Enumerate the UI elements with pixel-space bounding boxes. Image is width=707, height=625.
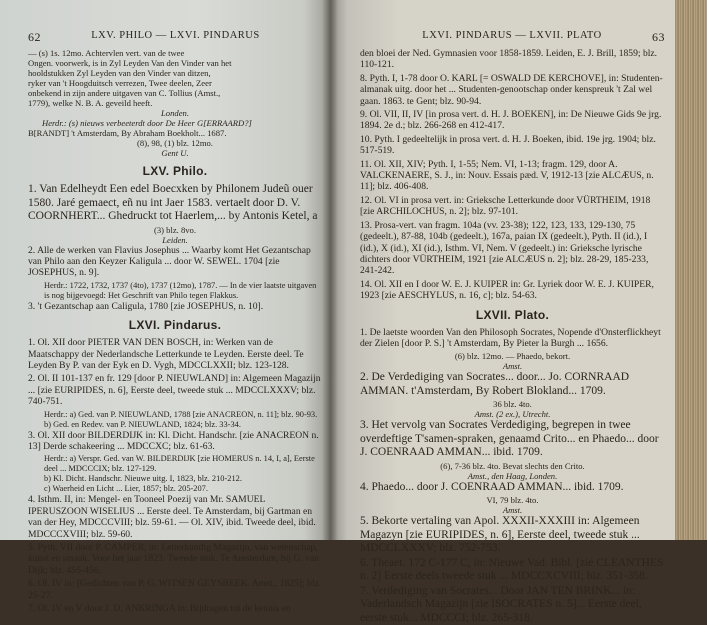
entry-continuation: den bloei der Ned. Gymnasien voor 1858-1859. Leiden, E. J. Brill, 1859; blz. 110-121. [360, 48, 658, 71]
running-title-right: LXVI. PINDARUS — LXVII. PLATO [422, 30, 602, 41]
reprint-note: Herdr.: a) Verspr. Ged. van W. BILDERDIJK [zie HOMERUS n. 14, I, a], Eerste deel ... MDCCCIX; blz. 127-129. [44, 454, 315, 474]
running-head-right [360, 30, 665, 45]
top-line: onbekend in zijn andere uitgaven van C. Tollius (Amst., [28, 88, 221, 98]
entry-pindarus-8: 8. Pyth. I, 1-78 door O. KARL [= OSWALD DE KERCHOVE], in: Studenten-almanak uitg. door het ... Studenten-genootschap onder kenspreuk 't Zal wel gaan. 1863. te Gent; blz. 90-94. [360, 72, 663, 107]
entry-pindarus-14: 14. Ol. XII en I door W. E. J. KUIPER in: Gr. Lyriek door W. E. J. KUIPER, 1923 [zie AESCHYLUS, n. 16, c]; blz. 54-63. [360, 278, 654, 302]
running-head-left [28, 30, 322, 45]
top-line: ryker van 't Hoogduitsch verrezen, Twee deelen, Zeer [28, 78, 212, 88]
entry-pindarus-9: 9. Ol. VII, II, IV [in prosa vert. d. H. J. BOEKEN], in: De Nieuwe Gids 9e jrg. 1894. 2e d.; blz. 266-268 en 412-417. [360, 109, 662, 132]
collation-note: (6) blz. 12mo. — Phaedo, bekort. [454, 351, 571, 362]
location-note: Amst., den Haag, Londen. [467, 470, 558, 481]
entry-pindarus-4: 4. Isthm. II, in: Mengel- en Tooneel Poezij van Mr. SAMUEL IPERUSZOON WISELIUS ... Eerste deel. Te Amsterdam, bij Gartman en van der Hey, MDCCCVIII; blz. 59-61. — Ol. XIV, ibid. Tweede deel, ibid. MDCCCXVIII; blz. 59-60. [28, 494, 316, 540]
top-line: hooldstukken Zyl Leyden van den Vinder van ditzen, [28, 68, 211, 78]
entry-plato-5: 5. Bekorte vertaling van Apol. XXXII-XXXIII in: Algemeen Magazyn [zie EURIPIDES, n. 6], Eerste deel, tweede stuk ... MDCCLXXXV; blz. 752-753. [360, 515, 640, 555]
collation-note: 36 blz. 4to. [493, 399, 532, 410]
section-heading-plato: LXVII. Plato. [475, 307, 550, 322]
running-title-left: LXV. PHILO — LXVI. PINDARUS [91, 30, 260, 41]
page-number-right: 63 [652, 30, 665, 44]
reprint-note: Herdr.: a) Ged. van P. NIEUWLAND, 1788 [zie ANACREON, n. 11]; blz. 90-93. [44, 409, 318, 419]
location-note: Amst. [502, 505, 523, 516]
location-note: Amst. (2 ex.), Utrecht. [474, 409, 551, 420]
entry-pindarus-13: 13. Prosa-vert. van fragm. 104a (vv. 23-38); 122, 123, 133, 129-130, 75 (gedeelt.), 87-88, 104b (gedeelt.), 167a, paian IX (gedeelt.), Pyth. II (id.), I (id.), X (id.), XI (id.), Isthm. VI, Nem. V (gedeelt.) in: Griekschе lyrische dichters door VÜRTHEIM, 1921 [zie ALCÆUS n. 2]; blz. 28-29, 185-233, 241-242. [360, 219, 649, 277]
reprint-note: Herdr.: 1722, 1732, 1737 (4to), 1737 (12mo), 1787. — In de vier laatste uitgaven is nog bijgevoegd: Het Geschrift van Philo tegen Flakkus. [44, 280, 317, 300]
entry-pindarus-3: 3. Ol. XII door BILDERDIJK in: Kl. Dicht. Handschr. [zie ANACREON n. 13] Derde schakeering ... MDCCXC; blz. 61-63. [28, 429, 319, 452]
entry-pindarus-12: 12. Ol. VI in prosa vert. in: Grieksche Letterkunde door VÜRTHEIM, 1918 [zie ARCHILOCHUS, n. 2]; blz. 97-101. [360, 194, 651, 218]
entry-plato-3: 3. Het vervolg van Socrates Verdediging, begrepen in twee overdeftige T'samen-spraken, genaamd Crito... en Phaedo... door J. COENRAAD AMMAN... ibid. 1709. [360, 419, 659, 459]
collation-note: (8), 98, (1) blz. 12mo. [137, 138, 213, 148]
entry-pindarus-2: 2. Ol. II 101-137 en fr. 129 [door P. NIEUWLAND] in: Algemeen Magazijn ... [zie EURIPIDES, n. 6], Eerste deel, tweede stuk ... MDCCLXXXV; blz. 740-751. [28, 373, 321, 408]
entry-plato-4: 4. Phaedo... door J. COENRAAD AMMAN... ibid. 1709. [360, 480, 624, 493]
reprint-note: Herdr.: (s) nieuws verbeeterdt door De Heer G[ERRAARD?] [42, 118, 252, 128]
top-line: 1779), welke N. B. A. geveild heeft. [28, 98, 153, 108]
page-number-left: 62 [28, 30, 41, 44]
page-edges [675, 0, 707, 540]
section-heading-philo: LXV. Philo. [142, 164, 208, 178]
entry-pindarus-1: 1. Ol. XII door PIETER VAN DEN BOSCH, in: Werken van de Maatschappy der Nederlandsche Letterkunde te Leyden. Eerste deel. Te Leyden By P. van der Eyk en D. Vygh, MDCCLXXII; blz. 123-128. [28, 337, 304, 371]
reprint-note: c) Waerheid en Licht ... Lier, 1857; blz. 205-207. [44, 484, 208, 494]
entry-line: B[RANDT] 't Amsterdam, By Abraham Boekholt... 1687. [28, 128, 227, 138]
left-page [0, 0, 330, 615]
entry-pindarus-10: 10. Pyth. I gedeeltelijk in prosa vert. d. H. J. Boeken, ibid. 19e jrg. 1904; blz. 517-519. [360, 133, 656, 157]
entry-plato-2: 2. De Verdediging van Socrates... door... Jo. CORNRAAD AMMAN. t'Amsterdam, By Robert Blokland... 1709. [360, 371, 630, 397]
entry-philo-2: 2. Alle de werken van Flavius Josephus ... Waarby komt Het Gezantschap van Philo aan den Keyzer Kaligula ... door W. SEWEL. 1704 [zie JOSEPHUS, n. 9]. [28, 244, 311, 279]
top-entry [28, 48, 322, 158]
collation-note: VI, 79 blz. 4to. [486, 495, 539, 506]
book-gutter [322, 0, 338, 540]
entry-pindarus-7: 7. Ol. IV en V door J. D. ANKRINGA in: Bijdragen tot de kennis en [28, 603, 291, 615]
entry-pindarus-5: 5. Pyth. VII door P. CAMPER, in: Letterkundig Magazijn, van wetenschap, kunst en smaak. Voor het jaar 1823. Tweede stuk. Te Amsterdam, bij G. van Dijk; blz. 455-456. [28, 542, 320, 576]
location-note: Gent U. [161, 148, 189, 158]
entry-plato-1: 1. De laetste woorden Van den Philosoph Socrates, Nopende d'Onsterflickheyt der Zielen [door P. S.] 't Amsterdam, By Pieter la Burgh ... 1656. [360, 326, 661, 349]
entry-philo-1: 1. Van Edelheydt Een edel Boecxken by Philonem Judeũ ouer 1580. Jaré gemaect, eñ nu int Jaer 1583. vertaelt door D. V. COORNHERT... Ghedruckt tot Haerlem,... by Antonis Ketel, a [28, 183, 318, 222]
location-note: Londen. [161, 108, 189, 118]
collation-note: (6), 7-36 blz. 4to. Bevat slechts den Crito. [440, 460, 585, 471]
reprint-note: b) Kl. Dicht. Handschr. Nieuwe uitg. I, 1823, blz. 210-212. [44, 474, 242, 484]
collation-note: (3) blz. 8vo. [153, 224, 196, 235]
entry-pindarus-11: 11. Ol. XII, XIV; Pyth. I, 1-55; Nem. VI, 1-13; fragm. 129, door A. VALCKENAERE, S. J., in: Nouv. Essais pæd. V, 1912-13 [zie ALCÆUS, n. 11]; blz. 406-408. [360, 158, 654, 193]
top-line: — (s) 1s. 12mo. Achtervlen vert. van de twee [28, 48, 185, 58]
entry-pindarus-6: 6. Ol. IV in: [Gedichten van P. G. WITSEN GEYSBEEK. Amst., 1825]; blz. 25-27. [28, 578, 322, 601]
top-line: Ongen. voorwerk, is in Zyl Leyden Van den Vinder van het [28, 58, 232, 68]
right-page [330, 0, 675, 624]
location-note: Leiden. [162, 234, 188, 245]
location-note: Amst. [502, 361, 523, 372]
entry-philo-3: 3. 't Gezantschap aan Caligula, 1780 [zie JOSEPHUS, n. 10]. [28, 300, 264, 312]
entry-plato-7: 7. Verdediging van Socrates... Door JAN TEN BRINK... in: Vaderlandsch Magazijn [zie ISOCRATES n. 5]... Eerste deel, eerste stuk... MDCCCI; blz. 265-318. [360, 584, 642, 624]
section-heading-pindarus: LXVI. Pindarus. [128, 318, 222, 333]
entry-plato-6: 6. Theaet. 172 C-177 C, in: Nieuwe Vad. Bibl. [zie CLEANTHES n. 2] Eerste deels tweede stuk ... MDCCXCVIII; blz. 351-358. [360, 556, 664, 583]
reprint-note: b) Ged. en Redev. van P. NIEUWLAND, 1824; blz. 33-34. [44, 419, 241, 429]
